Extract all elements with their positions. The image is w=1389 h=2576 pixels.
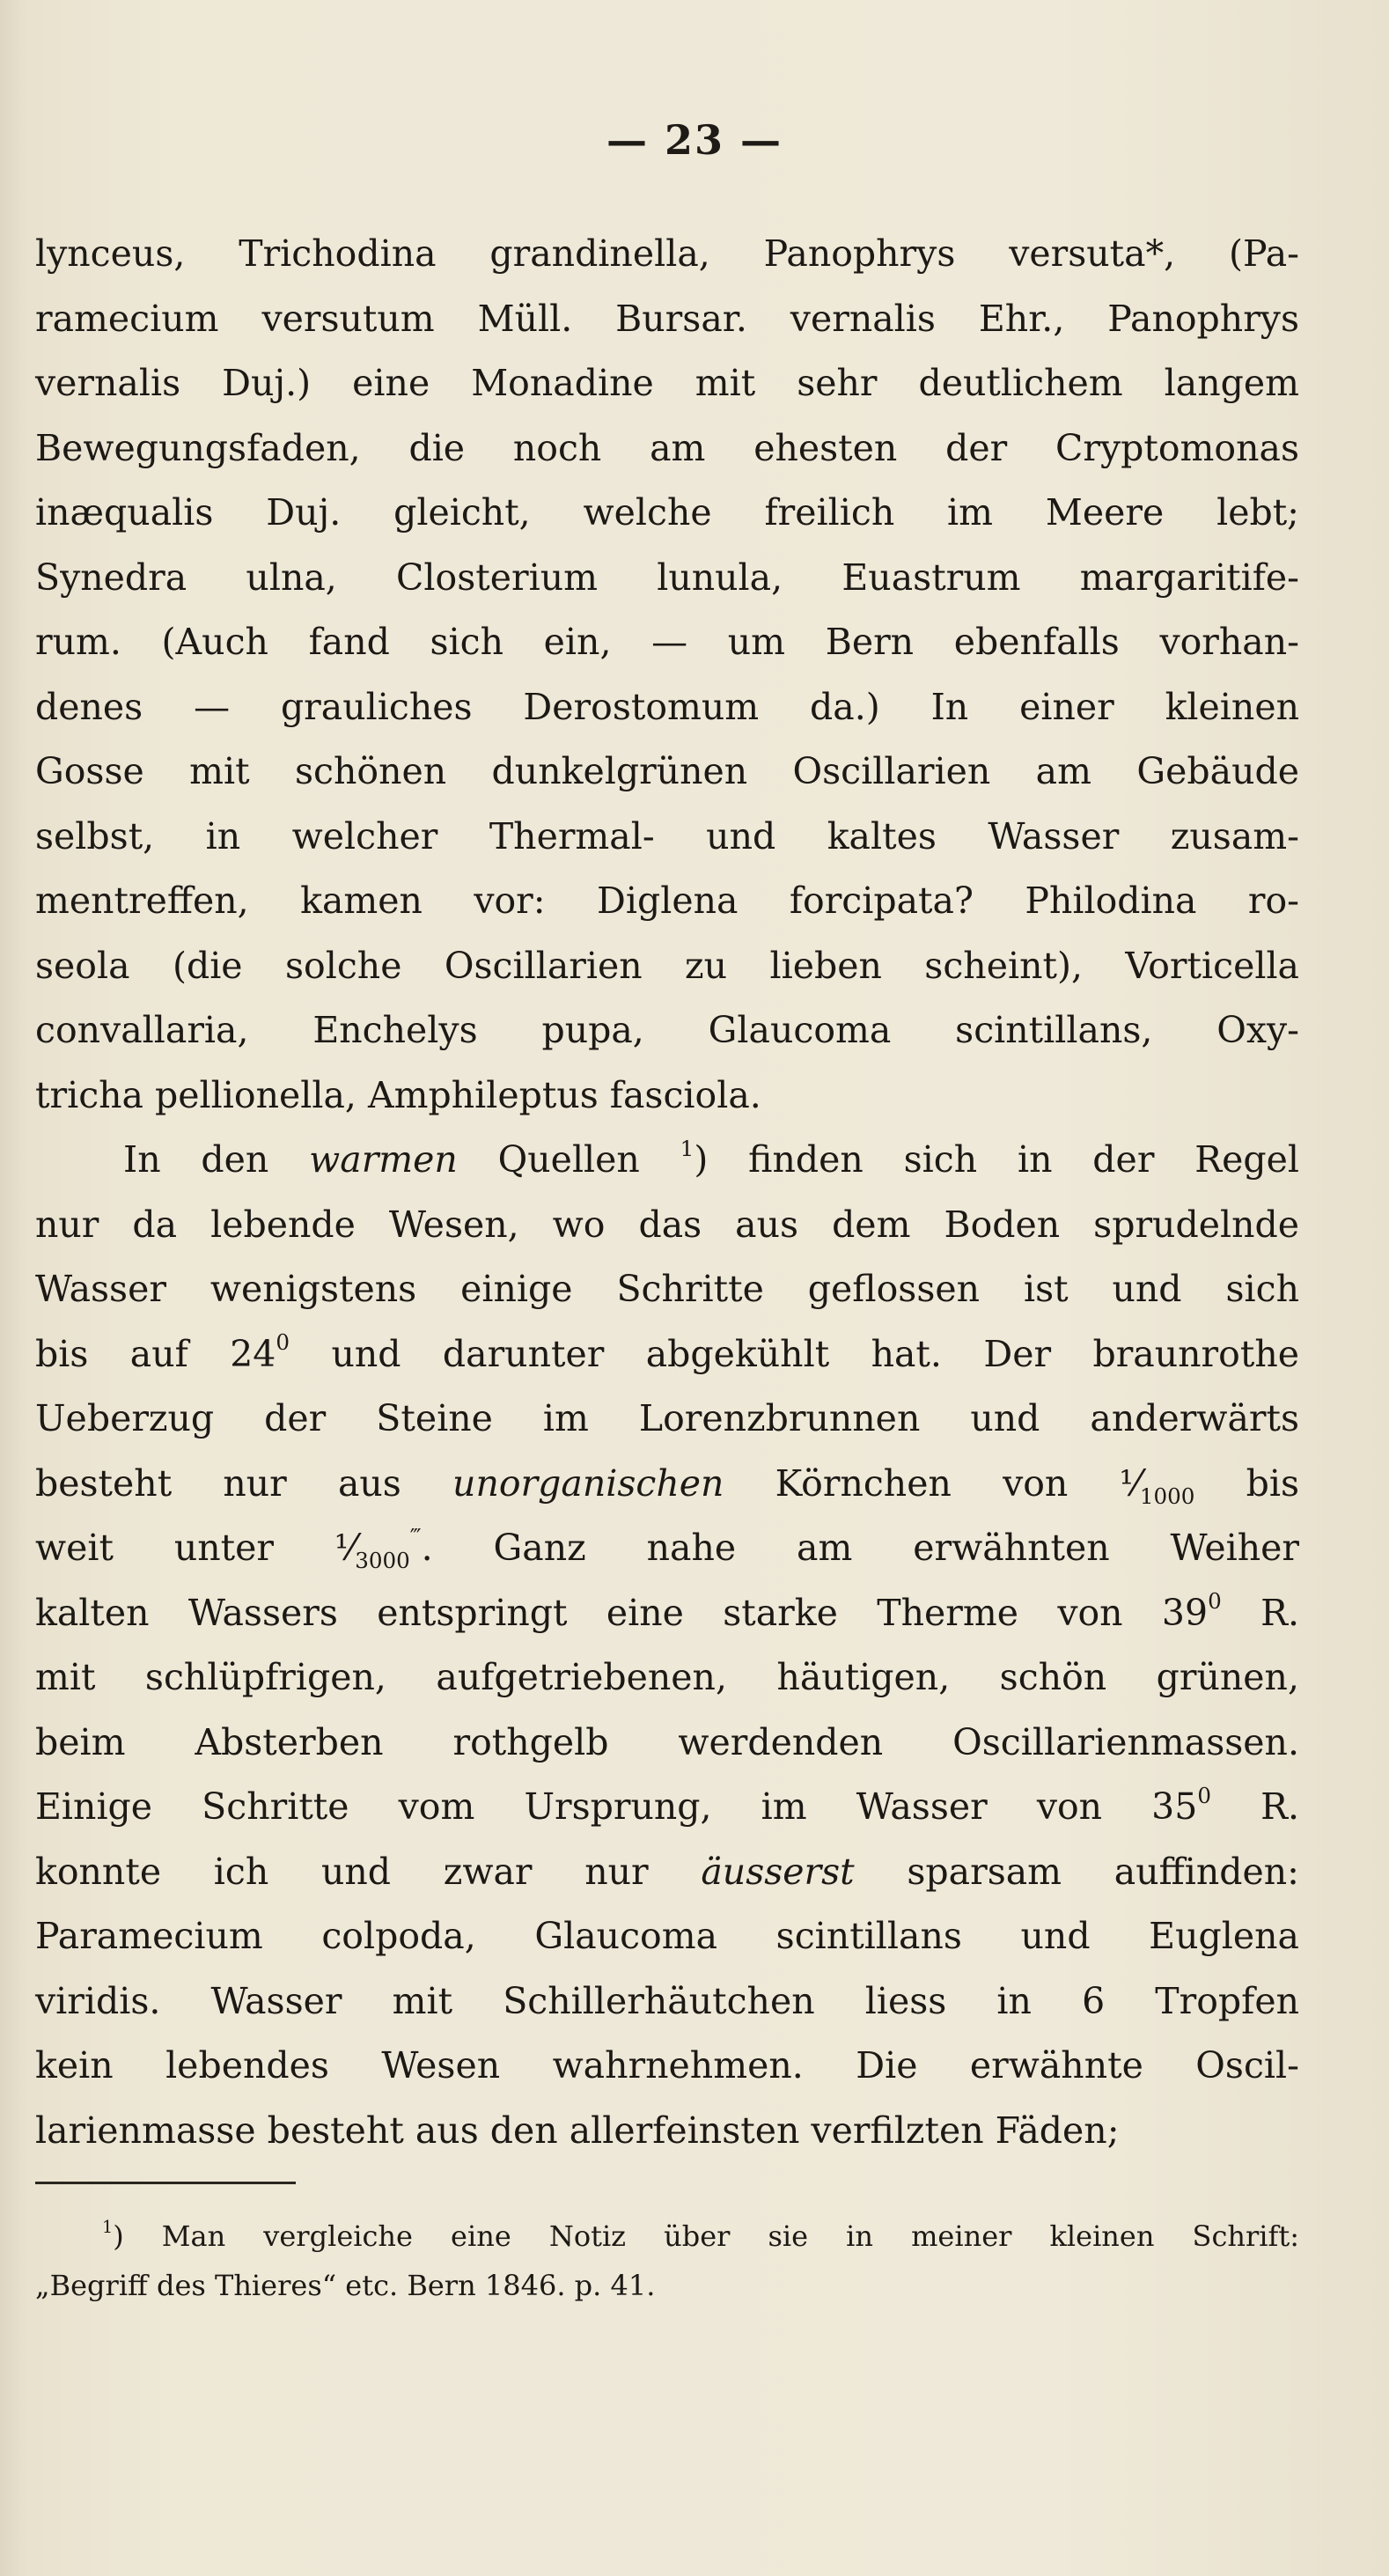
fraction-numerator: ¹⁄: [334, 1527, 356, 1569]
text-line: mentreffen, kamen vor: Diglena forcipata? Philodina ro-: [35, 880, 1299, 922]
footnote-separator: [35, 2182, 296, 2184]
text-line: mit schlüpfrigen, aufgetriebenen, häutigen, schön grünen,: [35, 1656, 1299, 1698]
text-line: lynceus, Trichodina grandinella, Panophrys versuta*, (Pa-: [35, 232, 1299, 275]
text-line: Synedra ulna, Closterium lunula, Euastrum margaritife-: [35, 556, 1299, 599]
text-line: vernalis Duj.) eine Monadine mit sehr deutlichem langem: [35, 362, 1299, 404]
text-run: R.: [1221, 1591, 1299, 1634]
footnote: [35, 2212, 1299, 2310]
text-run: und darunter abgekühlt hat. Der braunrothe: [290, 1332, 1299, 1375]
paragraph-end-line: tricha pellionella, Amphileptus fasciola.: [35, 1073, 761, 1116]
text-line: seola (die solche Oscillarien zu lieben scheint), Vorticella: [35, 944, 1299, 987]
text-run: Körnchen von: [724, 1461, 1120, 1505]
text-line: [35, 1581, 1299, 1646]
italic-word: unorganischen: [452, 1461, 724, 1505]
degree-mark: 0: [1197, 1782, 1211, 1808]
text-line: nur da lebende Wesen, wo das aus dem Boden sprudelnde: [35, 1203, 1299, 1246]
text-run: . Ganz nahe am erwähnten Weiher: [421, 1527, 1299, 1569]
text-line: [35, 1516, 1299, 1581]
footnote-text: „Begriff des Thieres“ etc. Bern 1846. p. 41.: [35, 2269, 656, 2302]
italic-word: warmen: [309, 1138, 458, 1181]
paragraph-start-line: [35, 1128, 1299, 1193]
degree-mark: 0: [1208, 1588, 1222, 1615]
text-line: Ueberzug der Steine im Lorenzbrunnen und anderwärts: [35, 1397, 1299, 1439]
text-run: bis auf 24: [35, 1332, 276, 1375]
text-line: convallaria, Enchelys pupa, Glaucoma scintillans, Oxy-: [35, 1009, 1299, 1051]
text-line: beim Absterben rothgelb werdenden Oscillarienmassen.: [35, 1720, 1299, 1763]
text-run: sparsam auffinden:: [854, 1850, 1299, 1893]
text-line: denes — grauliches Derostomum da.) In einer kleinen: [35, 685, 1299, 728]
italic-word: äusserst: [701, 1850, 855, 1893]
footnote-reference: 1: [680, 1135, 694, 1161]
text-line: Wasser wenigstens einige Schritte geflossen ist und sich: [35, 1268, 1299, 1310]
footnote-line: [35, 2212, 1299, 2261]
text-run: bis: [1194, 1461, 1299, 1505]
text-line: [35, 1840, 1299, 1905]
text-line: [35, 1322, 1299, 1387]
degree-mark: 0: [276, 1329, 290, 1356]
text-line: rum. (Auch fand sich ein, — um Bern ebenfalls vorhan-: [35, 621, 1299, 663]
fraction-denominator: 1000: [1139, 1483, 1195, 1509]
text-run: kalten Wassers entspringt eine starke Therme von 39: [35, 1591, 1209, 1634]
footnote-line: [35, 2261, 1299, 2310]
line-unit-mark: ‴: [409, 1523, 422, 1549]
page-number: — 23 —: [606, 116, 783, 164]
text-run: Einige Schritte vom Ursprung, im Wasser von 35: [35, 1785, 1198, 1828]
text-line: [35, 1452, 1299, 1517]
text-line: ramecium versutum Müll. Bursar. vernalis Ehr., Panophrys: [35, 297, 1299, 340]
text-run: Quellen: [457, 1138, 680, 1181]
footnote-text: ) Man vergleiche eine Notiz über sie in meiner kleinen Schrift:: [113, 2219, 1299, 2253]
text-run: R.: [1211, 1785, 1299, 1828]
text-line: [35, 1775, 1299, 1840]
fraction-denominator: 3000: [355, 1548, 410, 1574]
text-line: larienmasse besteht aus den allerfeinsten verfilzten Fäden;: [35, 2109, 1120, 2152]
text-line: viridis. Wasser mit Schillerhäutchen liess in 6 Tropfen: [35, 1979, 1299, 2022]
body-text: [35, 222, 1299, 2163]
text-run: konnte ich und zwar nur: [35, 1850, 702, 1893]
footnote-marker: 1: [102, 2217, 114, 2238]
text-run: weit unter: [35, 1527, 334, 1569]
text-line: Paramecium colpoda, Glaucoma scintillans und Euglena: [35, 1915, 1299, 1957]
text-line: Bewegungsfaden, die noch am ehesten der Cryptomonas: [35, 426, 1299, 469]
text-line: Gosse mit schönen dunkelgrünen Oscillarien am Gebäude: [35, 750, 1299, 792]
text-run: ) finden sich in der Regel: [694, 1138, 1299, 1181]
text-line: inæqualis Duj. gleicht, welche freilich im Meere lebt;: [35, 491, 1299, 534]
text-line: selbst, in welcher Thermal- und kaltes Wasser zusam-: [35, 814, 1299, 857]
text-run: besteht nur aus: [35, 1461, 453, 1505]
text-line: kein lebendes Wesen wahrnehmen. Die erwähnte Oscil-: [35, 2044, 1299, 2087]
fraction-numerator: ¹⁄: [1119, 1461, 1140, 1505]
text-run: In den: [123, 1138, 310, 1181]
